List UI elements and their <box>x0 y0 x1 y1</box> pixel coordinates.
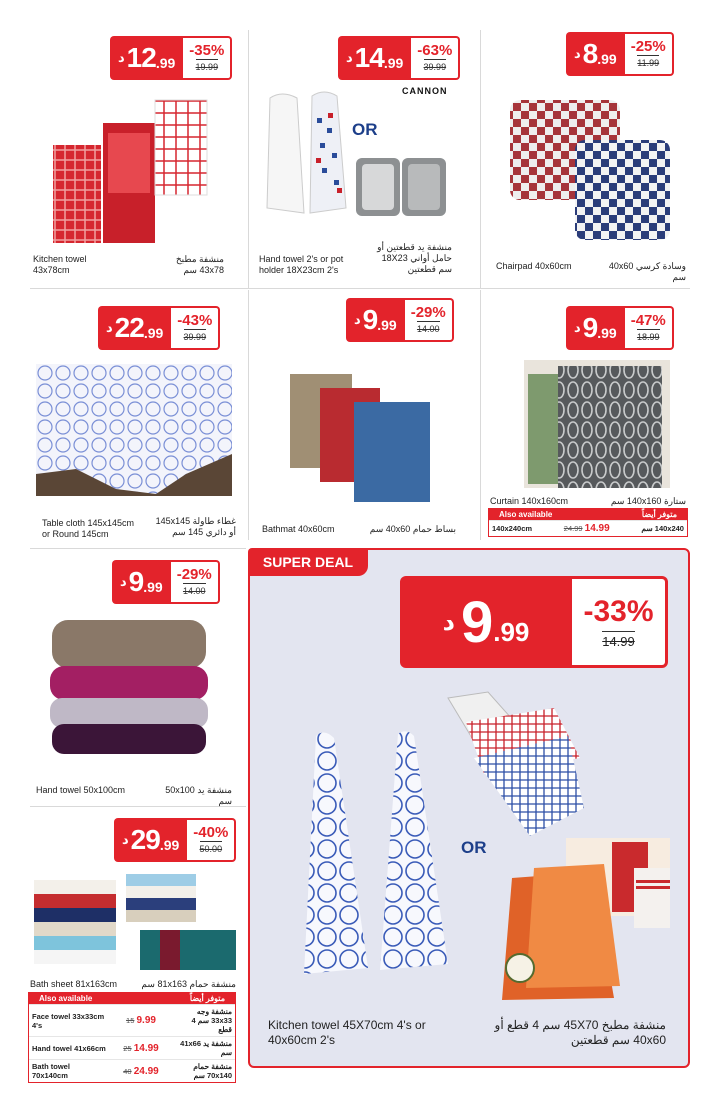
price-tag <box>566 32 674 76</box>
product-name-ar: وسادة كرسي 40x60 سم <box>608 261 686 282</box>
discount-percent: -29% <box>176 566 212 583</box>
currency-icon: د <box>346 50 353 66</box>
product-name-en: Kitchen towel 43x78cm <box>33 254 87 275</box>
price-decimal: .99 <box>377 317 397 333</box>
product-name-ar: منشفة يد قطعتين أو حامل أواني 18X23 سم قطعتين <box>377 242 452 274</box>
currency-icon: د <box>574 46 581 62</box>
price-decimal: .99 <box>155 55 176 71</box>
product-name-ar: منشفة حمام 81x163 سم <box>141 979 236 989</box>
divider <box>480 30 481 288</box>
variant-name-en: Hand towel 41x66cm <box>32 1043 106 1053</box>
price-decimal: .99 <box>143 579 163 595</box>
divider <box>248 30 249 288</box>
striped-towels-image <box>496 828 670 1004</box>
product-name-en: Bath sheet 81x163cm <box>30 979 118 989</box>
chairpad-image <box>505 95 675 245</box>
new-price: 14.99 <box>133 1042 159 1054</box>
discount-percent: -43% <box>177 312 213 329</box>
new-price: 24.99 <box>133 1065 159 1077</box>
variant-name-ar: منشفة وجه 33x33 سم 4 قطع <box>191 1007 232 1034</box>
super-deal-ribbon: SUPER DEAL <box>248 548 368 576</box>
old-price: 11.99 <box>637 55 659 69</box>
price-tag <box>566 306 674 350</box>
also-available-label-ar: متوفر أيضاً <box>189 994 225 1003</box>
also-available-label-en: Also available <box>499 510 553 519</box>
discount-percent: -25% <box>630 38 666 55</box>
price-tag <box>338 36 460 80</box>
price-tag <box>346 298 454 342</box>
price-decimal: .99 <box>493 617 530 647</box>
currency-icon: د <box>354 312 361 328</box>
variant-name-en: Face towel 33x33cm 4's <box>32 1011 105 1030</box>
old-price: 24.99 <box>563 524 583 533</box>
new-price: 14.99 <box>584 523 610 534</box>
discount-percent: -47% <box>630 312 666 329</box>
old-price: 25 <box>123 1043 132 1053</box>
product-name-ar: بساط حمام 40x60 سم <box>369 524 456 534</box>
price-integer: 29 <box>130 824 160 855</box>
bathmat-image <box>286 370 436 505</box>
discount-percent: -29% <box>410 304 446 321</box>
product-name-en: Hand towel 2's or pot holder 18X23cm 2's <box>259 254 344 275</box>
list-item <box>489 520 687 536</box>
divider <box>248 290 249 540</box>
price-integer: 9 <box>460 589 494 655</box>
brand-logo: CANNON <box>402 86 448 96</box>
product-name-ar: منشفة يد 50x100 سم <box>165 785 232 806</box>
price-decimal: .99 <box>597 325 617 341</box>
product-name-ar: غطاء طاولة 145x145 أو دائري 145 سم <box>155 516 236 537</box>
old-price: 50.00 <box>200 841 223 855</box>
variant-name-en: 140x240cm <box>492 524 533 533</box>
discount-percent: -40% <box>193 824 229 841</box>
curtain-image <box>524 360 670 488</box>
price-integer: 14 <box>354 42 384 73</box>
kitchen-towel-pattern-image <box>294 728 454 978</box>
price-tag <box>110 36 232 80</box>
price-tag <box>112 560 220 604</box>
product-name-en: Kitchen towel 45X70cm 4's or 40x60cm 2's <box>268 1018 426 1047</box>
variant-name-en: Bath towel 70x140cm <box>32 1062 70 1080</box>
divider <box>480 290 481 540</box>
bath-sheet-image <box>30 868 236 974</box>
product-name-en: Chairpad 40x60cm <box>496 261 572 271</box>
table-cloth-image <box>36 364 232 496</box>
price-integer: 9 <box>582 312 598 343</box>
currency-icon: د <box>118 50 125 66</box>
price-decimal: .99 <box>383 55 404 71</box>
divider <box>30 548 246 549</box>
also-available-box <box>488 508 688 537</box>
variant-name-ar: منشفة يد 41x66 سم <box>180 1039 232 1057</box>
price-integer: 12 <box>126 42 156 73</box>
divider <box>30 288 690 289</box>
product-name-en: Table cloth 145x145cm or Round 145cm <box>42 518 135 539</box>
old-price: 18.99 <box>637 329 660 343</box>
price-integer: 8 <box>582 38 598 69</box>
kitchen-towel-image <box>50 95 220 245</box>
product-name-en: Curtain 140x160cm <box>490 496 569 506</box>
price-tag <box>98 306 220 350</box>
price-integer: 9 <box>362 304 378 335</box>
new-price: 9.99 <box>136 1015 156 1026</box>
or-label: OR <box>461 838 487 857</box>
discount-percent: -63% <box>417 42 453 59</box>
price-decimal: .99 <box>159 837 180 853</box>
hand-towel-image <box>262 88 352 220</box>
price-integer: 22 <box>114 312 144 343</box>
product-name-ar: ستارة 140x160 سم <box>610 496 686 506</box>
also-available-box <box>28 992 236 1083</box>
list-item <box>29 1036 235 1059</box>
discount-percent: -33% <box>583 595 654 628</box>
currency-icon: د <box>442 608 455 636</box>
price-decimal: .99 <box>143 325 164 341</box>
price-integer: 9 <box>128 566 144 597</box>
product-name-ar: منشفة مطبخ 45X70 سم 4 قطع أو 40x60 سم قطعتين <box>494 1018 666 1047</box>
also-available-label-en: Also available <box>39 994 93 1003</box>
list-item <box>29 1059 235 1082</box>
discount-percent: -35% <box>189 42 225 59</box>
hand-towel-stack-image <box>46 616 212 756</box>
old-price: 19.99 <box>196 59 219 73</box>
variant-name-ar: منشفة حمام 70x140 سم <box>193 1062 232 1080</box>
or-label: OR <box>352 120 378 139</box>
product-name-ar: منشفة مطبخ 43x78 سم <box>175 254 224 275</box>
variant-name-ar: 140x240 سم <box>641 524 684 533</box>
price-tag <box>114 818 236 862</box>
checked-towels-image <box>444 688 590 838</box>
product-name-en: Hand towel 50x100cm <box>36 785 126 795</box>
list-item <box>29 1004 235 1036</box>
old-price: 39.99 <box>184 329 207 343</box>
price-decimal: .99 <box>597 51 617 67</box>
old-price: 14.00 <box>417 321 440 335</box>
currency-icon: د <box>120 574 127 590</box>
currency-icon: د <box>122 832 129 848</box>
old-price: 39.99 <box>424 59 447 73</box>
currency-icon: د <box>106 320 113 336</box>
old-price: 40 <box>123 1066 132 1076</box>
also-available-label-ar: متوفر أيضاً <box>641 510 677 519</box>
currency-icon: د <box>574 320 581 336</box>
product-name-en: Bathmat 40x60cm <box>262 524 335 534</box>
price-tag <box>400 576 668 668</box>
pot-holder-image <box>352 150 448 220</box>
old-price: 15 <box>126 1016 135 1025</box>
old-price: 14.99 <box>602 631 635 649</box>
old-price: 14.00 <box>183 583 206 597</box>
